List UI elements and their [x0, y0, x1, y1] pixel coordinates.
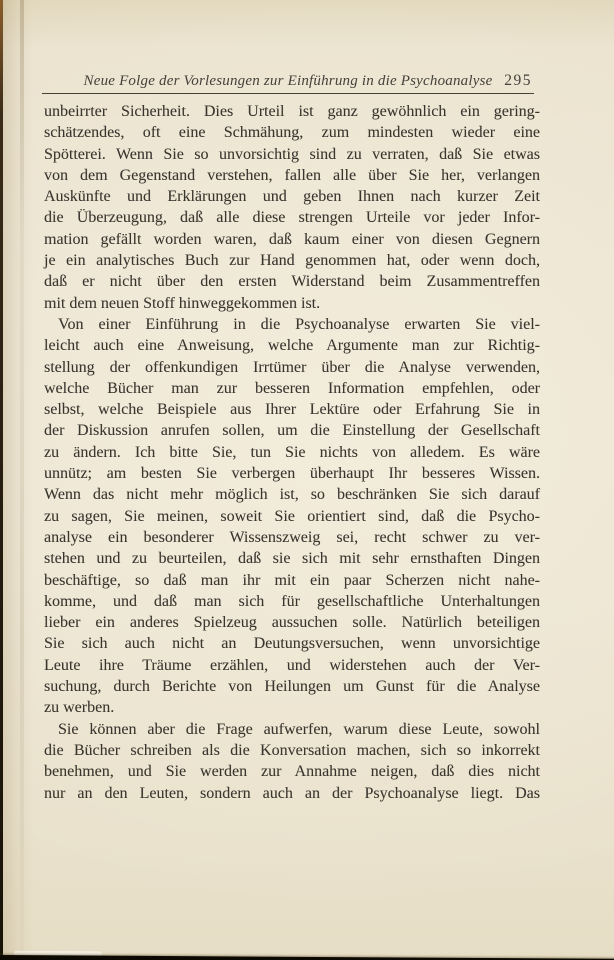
text-line: stehen und zu beurteilen, daß sie sich mit sehr ernsthaften Dingen [44, 550, 540, 568]
text-line: Sie sich auch nicht an Deutungsversuchen, wenn unvorsichtige [44, 635, 540, 653]
text-line: die Bücher schreiben als die Konversation machen, sich so inkorrekt [44, 741, 540, 759]
text-line: welche Bücher man zur besseren Information empfehlen, oder [44, 379, 540, 397]
page-left-edge-shadow [2, 0, 34, 960]
text-line: zu sagen, Sie meinen, soweit Sie orientiert sind, daß die Psycho- [44, 507, 540, 525]
text-line: benehmen, und Sie werden zur Annahme neigen, daß dies nicht [44, 763, 540, 781]
text-line: nur an den Leuten, sondern auch an der Psychoanalyse liegt. Das [44, 784, 540, 802]
text-line: Wenn das nicht mehr möglich ist, so beschränken Sie sich darauf [44, 486, 540, 504]
text-line: schätzendes, oft eine Schmähung, zum mindesten wieder eine [44, 124, 540, 142]
page-number: 295 [504, 72, 532, 89]
text-line: mit dem neuen Stoff hinweggekommen ist. [44, 294, 321, 312]
text-line: komme, und daß man sich für gesellschaftliche Unterhaltungen [44, 592, 540, 610]
running-title: Neue Folge der Vorlesungen zur Einführung in die Psychoanalyse [83, 73, 493, 89]
text-line: von dem Gegenstand verstehen, fallen alle über Sie her, verlangen [44, 166, 540, 184]
scan-left-edge [0, 0, 3, 960]
running-header [42, 62, 534, 94]
page-fold-crease [20, 0, 24, 960]
text-line: der Diskussion anrufen sollen, um die Einstellung der Gesellschaft [44, 422, 540, 440]
text-line: selbst, welche Beispiele aus Ihrer Lektüre oder Erfahrung Sie in [44, 401, 540, 419]
text-line: Sie können aber die Frage aufwerfen, warum diese Leute, sowohl [58, 720, 540, 738]
text-line: je ein analytisches Buch zur Hand genommen hat, oder wenn doch, [44, 252, 540, 270]
text-line: zu ändern. Ich bitte Sie, tun Sie nichts von alledem. Es wäre [44, 443, 540, 461]
text-line: analyse ein besonderer Wissenszweig sei, recht schwer zu ver- [44, 528, 540, 546]
text-line: daß er nicht über den ersten Widerstand beim Zusammentreffen [44, 273, 540, 291]
text-line: zu werben. [44, 699, 115, 717]
text-line: mation gefällt worden waren, daß kaum einer von diesen Gegnern [44, 230, 540, 248]
text-line: unnütz; am besten Sie verbergen überhaupt Ihr besseres Wissen. [44, 465, 540, 483]
text-line: unbeirrter Sicherheit. Dies Urteil ist ganz gewöhnlich ein gering- [44, 103, 540, 120]
text-line: beschäftige, so daß man ihr mit ein paar Scherzen nicht nahe- [44, 571, 540, 589]
body-text [44, 101, 540, 804]
text-line: Von einer Einführung in die Psychoanalyse erwarten Sie viel- [58, 315, 540, 333]
text-line: suchung, durch Berichte von Heilungen um Gunst für die Analyse [44, 678, 540, 696]
text-line: lieber ein anderes Spielzeug aussuchen solle. Natürlich beteiligen [44, 614, 540, 632]
text-line: die Überzeugung, daß alle diese strengen Urteile vor jeder Infor- [44, 209, 540, 227]
text-line: Spötterei. Wenn Sie so unvorsichtig sind zu verraten, daß Sie etwas [44, 145, 540, 163]
text-line: Auskünfte und Erklärungen und geben Ihnen nach kurzer Zeit [44, 188, 540, 206]
text-line: leicht auch eine Anweisung, welche Argumente man zur Richtig- [44, 337, 540, 355]
text-line: stellung der offenkundigen Irrtümer über die Analyse verwenden, [44, 358, 540, 376]
scan-bottom-edge [0, 955, 614, 960]
text-line: Leute ihre Träume erzählen, und widerstehen auch der Ver- [44, 656, 540, 674]
